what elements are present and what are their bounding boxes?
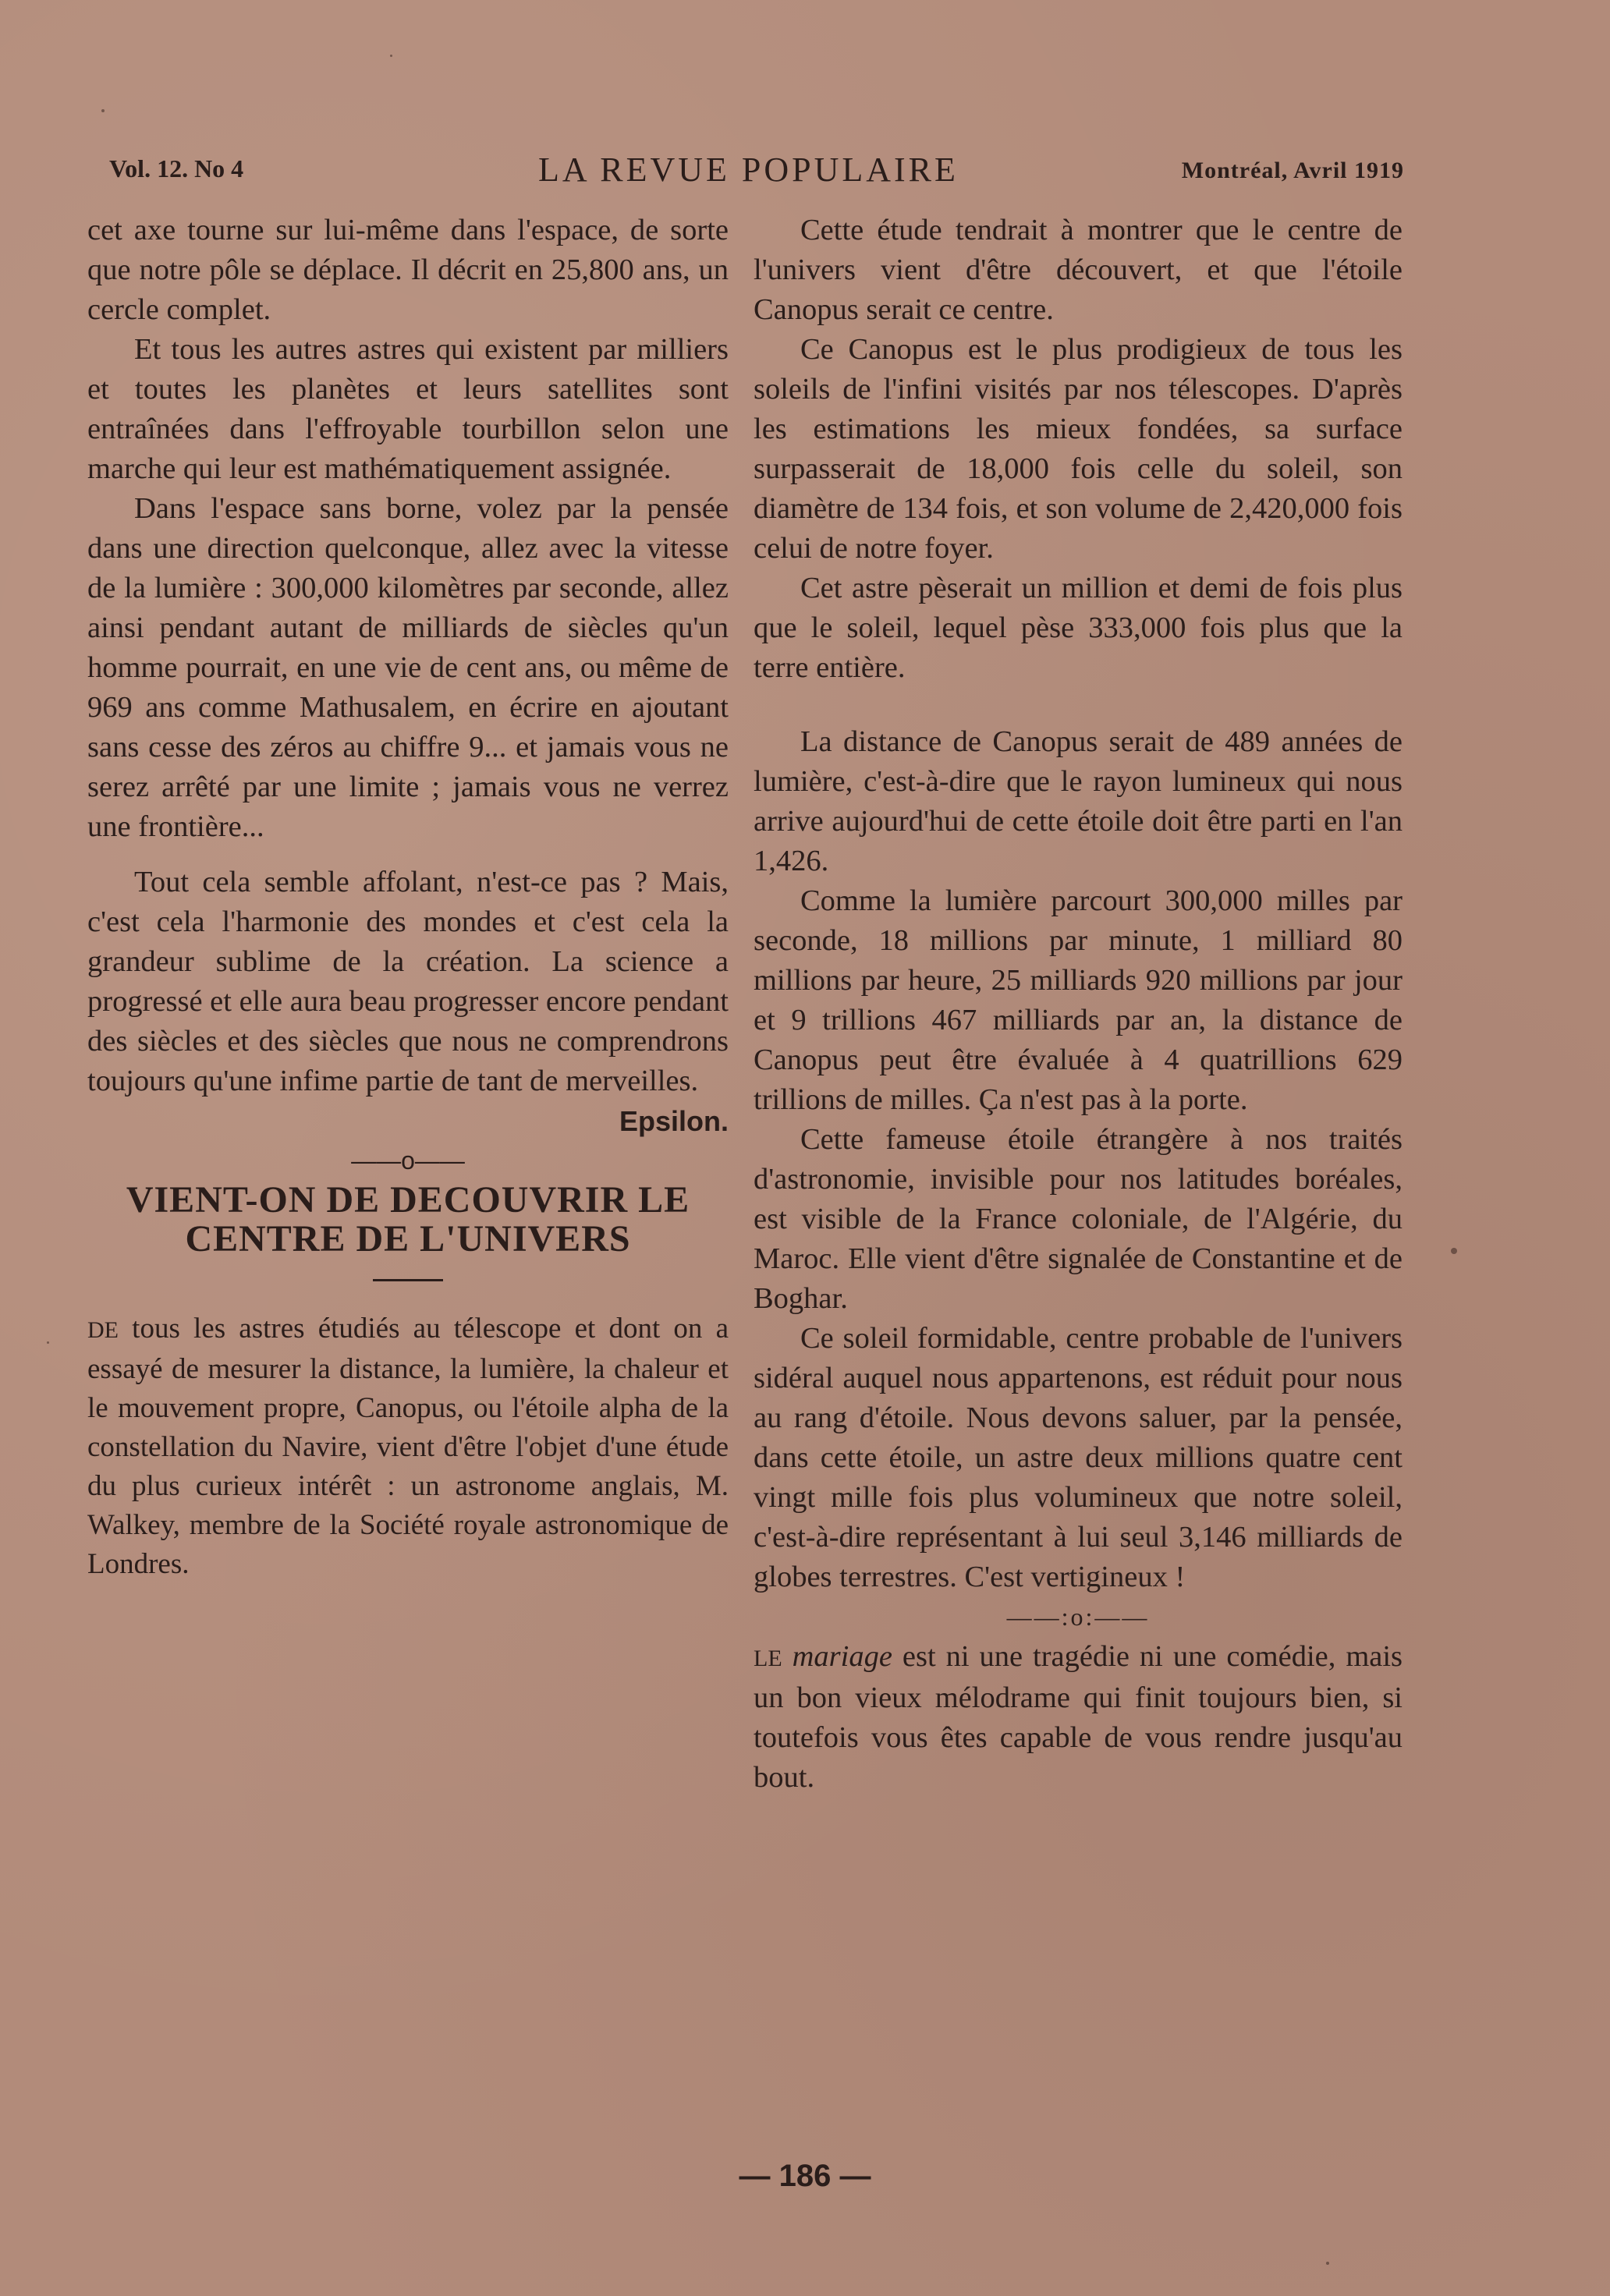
place-date: Montréal, Avril 1919: [1181, 158, 1404, 183]
volume-issue: Vol. 12. No 4: [109, 154, 244, 182]
section-separator: ——o——: [351, 1146, 465, 1175]
publication-title: LA REVUE POPULAIRE: [538, 151, 959, 189]
paper-speck: [47, 1341, 49, 1344]
right-column: [754, 211, 1403, 1798]
paragraph: Ce soleil formidable, centre probable de l'univers sidéral auquel nous appartenons, est réduit pour nous au rang d'étoile. Nous devons saluer, par la pensée, dans cette étoile, un astre deux millions quatre cent vingt mille fois plus volumineux que notre soleil, c'est-à-dire représentant à lui seul 3,146 milliards de globes terrestres. C'est vertigineux !: [754, 1322, 1403, 1593]
title-rule: [373, 1279, 443, 1281]
paper-speck: [1451, 1248, 1457, 1254]
paragraph: Tout cela semble affolant, n'est-ce pas ? Mais, c'est cela l'harmonie des mondes et c'est cela la grandeur sublime de la création. La science a progressé et elle aura beau progresser encore pendant des siècles et des siècles que nous ne comprendrons toujours qu'une infime partie de tant de merveilles.: [87, 866, 729, 1097]
left-column: [87, 211, 729, 1584]
paragraph: Cette fameuse étoile étrangère à nos traités d'astronomie, invisible pour nos latitudes boréales, est visible de la France coloniale, de l'Algérie, du Maroc. Elle vient d'être signalée de Constantine et de Boghar.: [754, 1123, 1403, 1315]
paper-speck: [101, 109, 105, 112]
paragraph: cet axe tourne sur lui-même dans l'espace, de sorte que notre pôle se déplace. Il décrit en 25,800 ans, un cercle complet.: [87, 214, 729, 326]
page-header: [109, 150, 1404, 189]
paper-speck: [1326, 2262, 1329, 2265]
emphasis-word: mariage: [792, 1640, 892, 1673]
paragraph: Et tous les autres astres qui existent par milliers et toutes les planètes et leurs satellites sont entraînées dans l'effroyable tourbillon selon une marche qui leur est mathématiquement assignée.: [87, 333, 729, 485]
paragraph: Cette étude tendrait à montrer que le centre de l'univers vient d'être découvert, et que l'étoile Canopus serait ce centre.: [754, 214, 1403, 326]
author-signature: Epsilon.: [619, 1105, 729, 1137]
paragraph: Cet astre pèserait un million et demi de fois plus que le soleil, lequel pèse 333,000 fois plus que la terre entière.: [754, 572, 1403, 684]
paragraph: Comme la lumière parcourt 300,000 milles par seconde, 18 millions par minute, 1 milliard 80 millions par heure, 25 milliards 920 millions par jour et 9 trillions 467 milliards par an, la distance de Canopus peut être évaluée à 4 quatrillions 629 trillions de milles. Ça n'est pas à la porte.: [754, 884, 1403, 1116]
paper-speck: [390, 55, 392, 57]
page-number: — 186 —: [739, 2159, 871, 2193]
article-opening-paragraph: [87, 1309, 729, 1584]
paragraph: La distance de Canopus serait de 489 années de lumière, c'est-à-dire que le rayon lumineux qui nous arrive aujourd'hui de cette étoile doit être parti en l'an 1,426.: [754, 725, 1403, 877]
drop-cap-word: DE: [87, 1317, 119, 1343]
lead-word: LE: [754, 1646, 782, 1671]
paragraph: Ce Canopus est le plus prodigieux de tous les soleils de l'infini visités par nos télescopes. D'après les estimations les mieux fondées, sa surface surpasserait de 18,000 fois celle du soleil, son diamètre de 134 fois, et son volume de 2,420,000 fois celui de notre foyer.: [754, 333, 1403, 565]
article-title-line1: VIENT-ON DE DECOUVRIR LE: [126, 1179, 690, 1221]
paragraph-text: est ni une tragédie ni une comédie, mais un bon vieux mélodrame qui finit toujours bien, si toutefois vous êtes capable de vous rendre jusqu'au bout.: [754, 1640, 1403, 1794]
article-title-line2: CENTRE DE L'UNIVERS: [185, 1218, 631, 1260]
paragraph: Dans l'espace sans borne, volez par la pensée dans une direction quelconque, allez avec la vitesse de la lumière : 300,000 kilomètres par seconde, allez ainsi pendant autant de milliards de siècles qu'un homme pourrait, en une vie de cent ans, ou même de 969 ans comme Mathusalem, en écrire en ajoutant sans cesse des zéros au chiffre 9... et jamais vous ne serez arrêté par une limite ; jamais vous ne verrez une frontière...: [87, 492, 729, 843]
paragraph-text: tous les astres étudiés au télescope et dont on a essayé de mesurer la distance, la lumière, la chaleur et le mouvement propre, Canopus, ou l'étoile alpha de la constellation du Navire, vient d'être l'objet d'une étude du plus curieux intérêt : un astronome anglais, M. Walkey, membre de la Société royale astronomique de Londres.: [87, 1313, 729, 1580]
closing-paragraph: [754, 1637, 1403, 1798]
section-separator: ——:o:——: [1006, 1603, 1150, 1631]
